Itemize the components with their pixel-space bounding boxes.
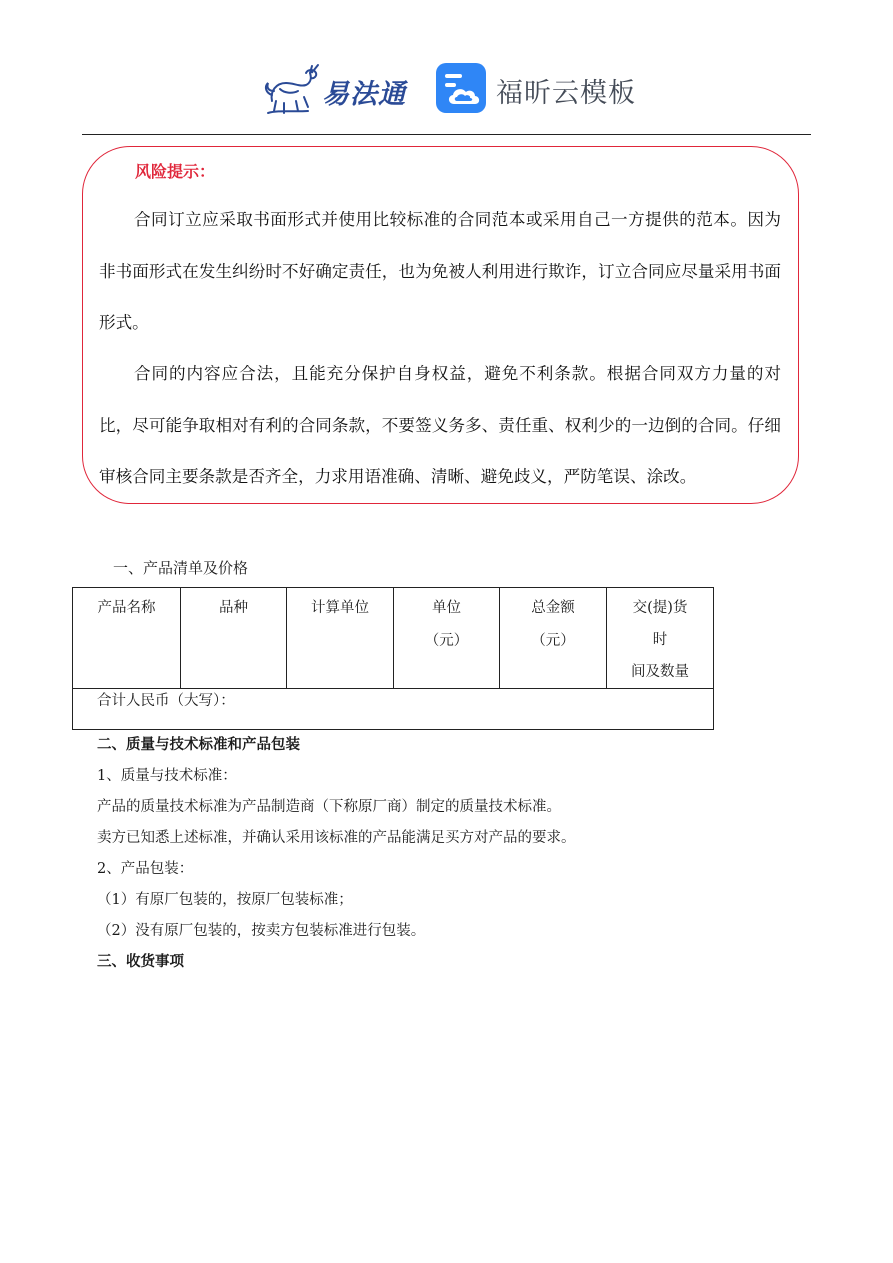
header-divider bbox=[82, 134, 811, 135]
section-2-line: 1、质量与技术标准： bbox=[97, 768, 237, 784]
table-header-cell bbox=[73, 588, 181, 689]
table-header-cell bbox=[500, 588, 607, 689]
header-product-name: 产品名称 bbox=[97, 600, 156, 616]
header-unit-price-line-1: 单位 bbox=[432, 600, 461, 616]
section-3-title: 三、收货事项 bbox=[97, 953, 184, 970]
header-variety: 品种 bbox=[219, 600, 248, 616]
section-2-line: 卖方已知悉上述标准，并确认采用该标准的产品能满足买方对产品的要求。 bbox=[97, 830, 576, 846]
header-delivery-time bbox=[607, 588, 713, 688]
section-2-line: 2、产品包装： bbox=[97, 861, 194, 877]
section-2-line: 产品的质量技术标准为产品制造商（下称原厂商）制定的质量技术标准。 bbox=[97, 799, 561, 815]
foxit-cloud-icon bbox=[436, 63, 486, 117]
qilin-logo-icon bbox=[262, 61, 320, 121]
table-header-cell bbox=[394, 588, 500, 689]
brand-foxit-name: 福昕云模板 bbox=[496, 77, 636, 109]
product-price-table bbox=[72, 587, 714, 730]
risk-notice-title: 风险提示： bbox=[135, 162, 216, 181]
total-rmb-cell bbox=[73, 689, 714, 730]
header-delivery-line-3: 间及数量 bbox=[631, 664, 689, 680]
risk-notice-box bbox=[82, 146, 799, 504]
section-2-line: （1）有原厂包装的，按原厂包装标准； bbox=[97, 892, 353, 908]
table-header-cell bbox=[287, 588, 394, 689]
section-1-title: 一、产品清单及价格 bbox=[113, 559, 249, 577]
section-2-title: 二、质量与技术标准和产品包装 bbox=[97, 736, 300, 753]
table-header-cell bbox=[181, 588, 287, 689]
header-total-amount-line-1: 总金额 bbox=[531, 600, 575, 616]
section-2-line: （2）没有原厂包装的，按卖方包装标准进行包装。 bbox=[97, 923, 426, 939]
risk-paragraph-1: 合同订立应采取书面形式并使用比较标准的合同范本或采用自己一方提供的范本。因为非书面形式在发生纠纷时不好确定责任，也为免被人利用进行欺诈，订立合同应尽量采用书面形式。 bbox=[99, 210, 781, 332]
header-unit-price-line-2: （元） bbox=[424, 633, 469, 649]
header-total-amount bbox=[500, 588, 606, 658]
header-delivery-line-2: 时 bbox=[652, 632, 668, 648]
header-delivery-line-1: 交(提)货 bbox=[632, 600, 688, 616]
brand-yifatong-name: 易法通 bbox=[322, 78, 406, 110]
header-unit-price bbox=[394, 588, 499, 658]
table-header-row bbox=[73, 588, 714, 689]
risk-paragraph-2: 合同的内容应合法，且能充分保护自身权益，避免不利条款。根据合同双方力量的对比，尽可能争取相对有利的合同条款，不要签义务多、责任重、权利少的一边倒的合同。仔细审核合同主要条款是否齐全，力求用语准确、清晰、避免歧义，严防笔误、涂改。 bbox=[99, 364, 781, 486]
header-unit-of-measure: 计算单位 bbox=[311, 600, 369, 616]
table-header-cell bbox=[607, 588, 714, 689]
total-rmb-label: 合计人民币（大写）： bbox=[97, 693, 235, 709]
header-total-amount-line-2: （元） bbox=[531, 633, 575, 649]
foxit-template-logo bbox=[436, 64, 636, 116]
table-total-row bbox=[73, 689, 714, 730]
yifatong-logo bbox=[262, 63, 406, 119]
page-header bbox=[0, 55, 893, 125]
